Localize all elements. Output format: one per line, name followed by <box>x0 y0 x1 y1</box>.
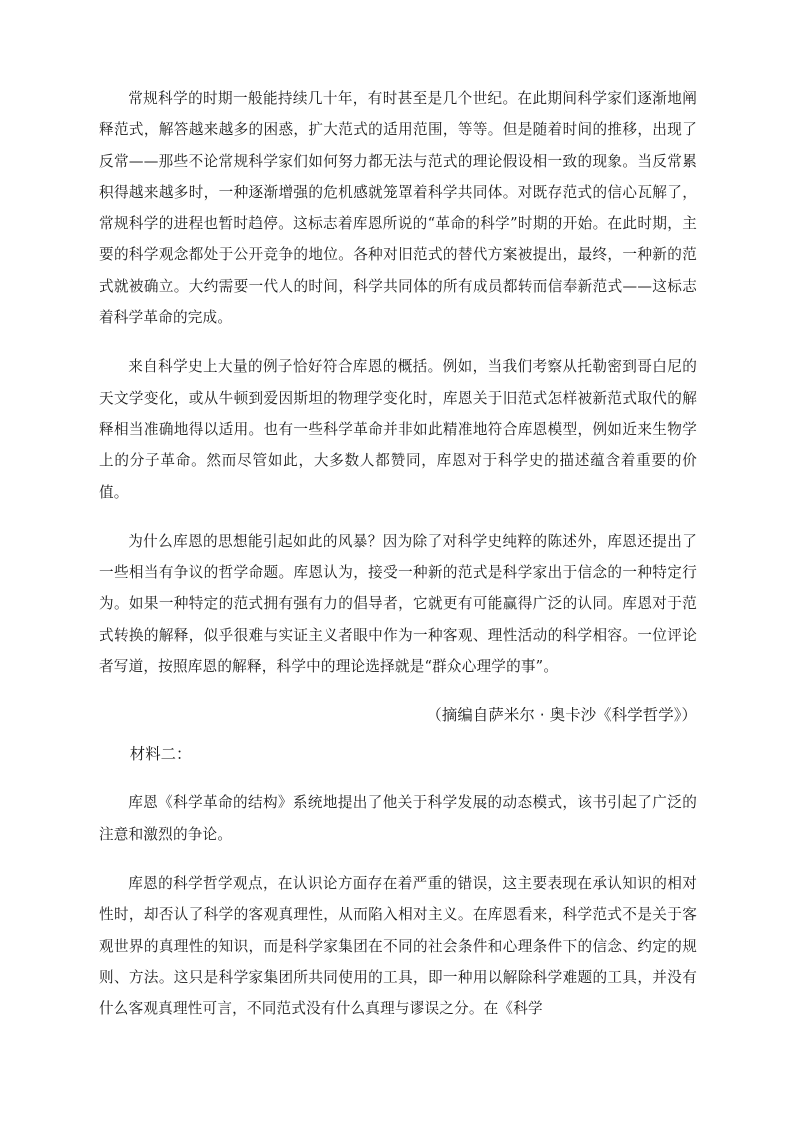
paragraph-philosophical-claims: 为什么库恩的思想能引起如此的风暴？因为除了对科学史纯粹的陈述外，库恩还提出了一些相当有争议的哲学命题。库恩认为，接受一种新的范式是科学家出于信念的一种特定行为。如果一种特定的范式拥有强有力的倡导者，它就更有可能赢得广泛的认同。库恩对于范式转换的解释，似乎很难与实证主义者眼中作为一种客观、理性活动的科学相容。一位评论者写道，按照库恩的解释，科学中的理论选择就是“群众心理学的事”。 <box>99 532 697 676</box>
material-two-heading: 材料二： <box>129 745 192 764</box>
document-body <box>99 83 697 1042</box>
paragraph-history-examples: 来自科学史上大量的例子恰好符合库恩的概括。例如，当我们考察从托勒密到哥白尼的天文学变化，或从牛顿到爱因斯坦的物理学变化时，库恩关于旧范式怎样被新范式取代的解释相当准确地得以适用。也有一些科学革命并非如此精准地符合库恩模型，例如近来生物学上的分子革命。然而尽管如此，大多数人都赞同，库恩对于科学史的描述蕴含着重要的价值。 <box>99 358 697 501</box>
paragraph-epistemology-critique: 库恩的科学哲学观点，在认识论方面存在着严重的错误，这主要表现在承认知识的相对性时，却否认了科学的客观真理性，从而陷入相对主义。在库恩看来，科学范式不是关于客观世界的真理性的知识，而是科学家集团在不同的社会条件和心理条件下的信念、约定的规则、方法。这只是科学家集团所共同使用的工具，即一种用以解除科学难题的工具，并没有什么客观真理性可言，不同范式没有什么真理与谬误之分。在《科学 <box>99 874 697 1018</box>
paragraph-kuhn-book: 库恩《科学革命的结构》系统地提出了他关于科学发展的动态模式，该书引起了广泛的注意和激烈的争论。 <box>99 794 697 843</box>
source-citation: （摘编自萨米尔 · 奥卡沙《科学哲学》） <box>426 706 697 725</box>
paragraph-normal-science: 常规科学的时期一般能持续几十年，有时甚至是几个世纪。在此期间科学家们逐渐地阐释范式，解答越来越多的困惑，扩大范式的适用范围，等等。但是随着时间的推移，出现了反常——那些不论常规科学家们如何努力都无法与范式的理论假设相一致的现象。当反常累积得越来越多时，一种逐渐增强的危机感就笼罩着科学共同体。对既存范式的信心瓦解了，常规科学的进程也暂时趋停。这标志着库恩所说的“革命的科学”时期的开始。在此时期，主要的科学观念都处于公开竞争的地位。各种对旧范式的替代方案被提出，最终，一种新的范式就被确立。大约需要一代人的时间，科学共同体的所有成员都转而信奉新范式——这标志着科学革命的完成。 <box>99 90 697 327</box>
